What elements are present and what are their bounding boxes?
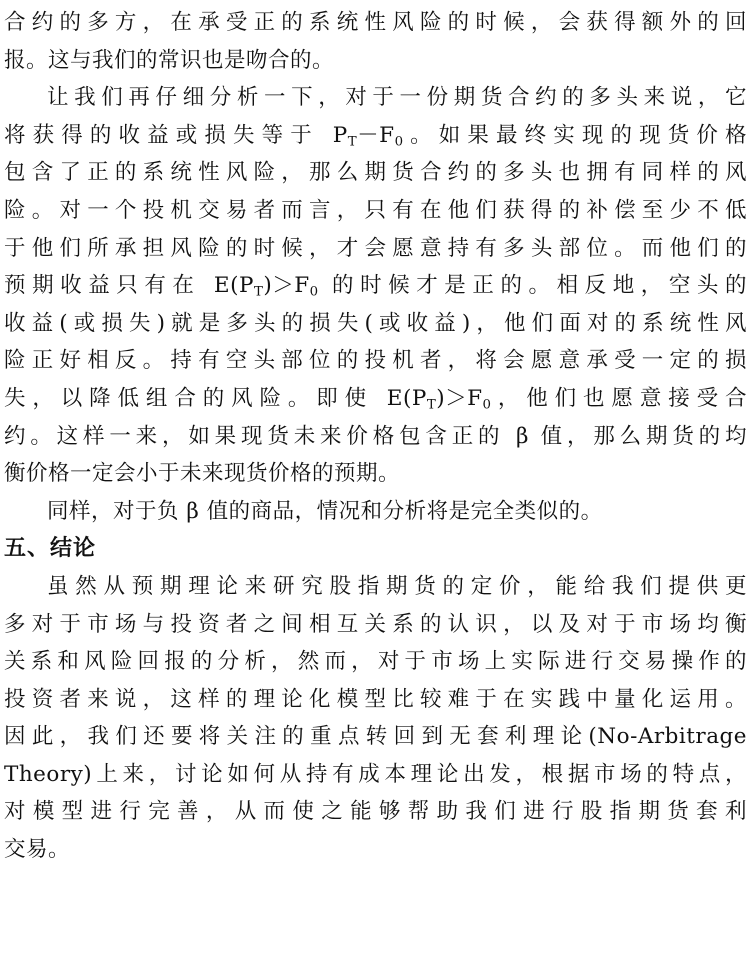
text-fragment: 。如果最终实现的现货价格 [403,122,747,148]
text-line: 约。这样一来，如果现货未来价格包含正的 β 值，那么期货的均 [4,423,747,449]
text-line-with-formula [4,117,747,155]
text-line: 关系和风险回报的分析，然而，对于市场上实际进行交易操作的 [4,649,747,675]
text-fragment: )＞F [436,385,483,411]
text-fragment: 的时候才是正的。相反地，空头的 [318,273,747,299]
subscript: 0 [309,284,319,300]
text-line: 报。这与我们的常识也是吻合的。 [4,47,335,73]
text-fragment: 将获得的收益或损失等于 P [4,122,348,148]
text-line: 多对于市场与投资者之间相互关系的认识，以及对于市场均衡 [4,611,747,637]
text-line: 合约的多方，在承受正的系统性风险的时候，会获得额外的回 [4,10,747,35]
text-line: 投资者来说，这样的理论化模型比较难于在实践中量化运用。 [4,686,747,712]
text-line: 包含了正的系统性风险，那么期货合约的多头也拥有同样的风 [4,160,747,186]
text-line-with-formula [4,380,747,418]
subscript: T [347,134,358,150]
paragraph-3 [4,493,747,531]
text-line: 同样，对于负 β 值的商品，情况和分析将是完全类似的。 [47,498,603,524]
text-fragment: )＞F [263,273,310,299]
text-line: 衡价格一定会小于未来现货价格的预期。 [4,461,401,487]
paragraph-1 [4,4,747,79]
text-line: 收益(或损失)就是多头的损失(或收益)，他们面对的系统性风 [4,310,747,336]
text-line: 虽然从预期理论来研究股指期货的定价，能给我们提供更 [47,573,747,599]
text-line: 让我们再仔细分析一下，对于一份期货合约的多头来说，它 [47,85,747,111]
text-line: 交易。 [4,837,71,863]
paragraph-2 [4,79,747,493]
text-fragment: 失，以降低组合的风险。即使 E(P [4,385,427,411]
paragraph-4 [4,568,747,869]
text-line: 因此，我们还要将关注的重点转回到无套利理论(No-Arbitrage [4,724,747,750]
text-line: 对模型进行完善，从而使之能够帮助我们进行股指期货套利 [4,799,747,825]
text-line: 于他们所承担风险的时候，才会愿意持有多头部位。而他们的 [4,235,747,261]
section-heading: 五、结论 [4,536,97,562]
text-fragment: ，他们也愿意接受合 [491,385,747,411]
subscript: 0 [394,134,404,150]
text-fragment: －F [357,122,395,148]
subscript: T [426,397,437,413]
text-fragment: 预期收益只有在 E(P [4,273,254,299]
text-line: Theory)上来，讨论如何从持有成本理论出发，根据市场的特点， [4,761,747,787]
subscript: 0 [482,397,492,413]
text-line: 险正好相反。持有空头部位的投机者，将会愿意承受一定的损 [4,348,747,374]
subscript: T [253,284,264,300]
text-line: 险。对一个投机交易者而言，只有在他们获得的补偿至少不低 [4,197,747,223]
text-line-with-formula [4,267,747,305]
